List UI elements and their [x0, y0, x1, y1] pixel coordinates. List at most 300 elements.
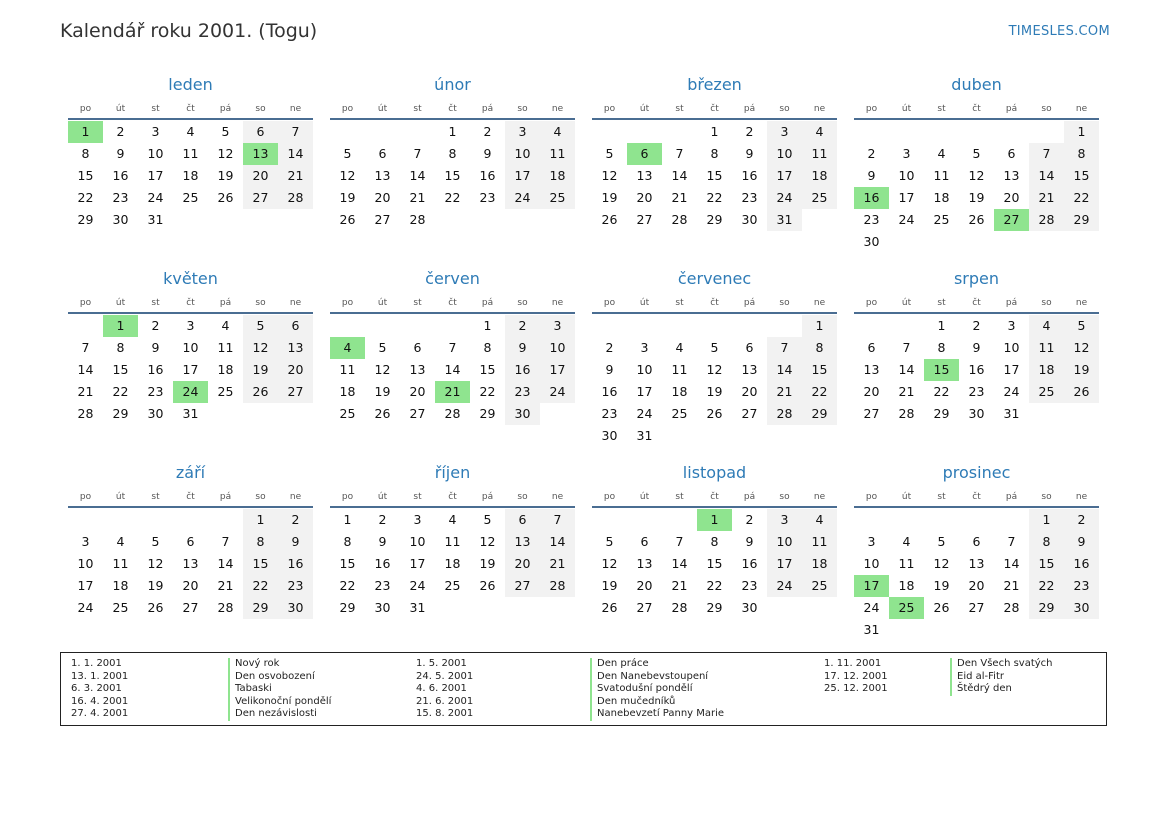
day-cell: 1	[243, 509, 278, 531]
month-calendar	[854, 460, 1099, 654]
day-cell: 23	[863, 212, 880, 227]
month-name: říjen	[434, 463, 471, 482]
legend-date: 21. 6. 2001	[416, 695, 474, 707]
day-cell: 13	[968, 556, 985, 571]
month-calendar	[854, 266, 1099, 460]
weekday-label: po	[341, 104, 354, 114]
day-cell: 2	[378, 512, 387, 527]
day-cell: 21	[1029, 187, 1064, 209]
day-cell: 29	[1064, 209, 1099, 231]
weekday-label: po	[865, 298, 878, 308]
day-cell: 3	[902, 146, 911, 161]
holiday-day-cell: 1	[103, 315, 138, 337]
weekday-label: so	[779, 104, 790, 114]
day-cell: 23	[741, 578, 758, 593]
day-cell: 3	[767, 121, 802, 143]
day-cell: 17	[767, 553, 802, 575]
day-cell: 4	[221, 318, 230, 333]
month-calendar	[330, 72, 575, 266]
day-cell: 8	[116, 340, 125, 355]
days-grid	[592, 315, 837, 447]
day-cell: 30	[278, 597, 313, 619]
day-cell: 12	[479, 534, 496, 549]
day-cell: 27	[278, 381, 313, 403]
weekday-label: čt	[972, 104, 981, 114]
holiday-day-cell: 4	[330, 337, 365, 359]
day-cell: 23	[968, 384, 985, 399]
month-calendar	[854, 72, 1099, 266]
weekday-label: ne	[551, 492, 564, 502]
empty-cell	[365, 121, 400, 143]
day-cell: 15	[1029, 553, 1064, 575]
day-cell: 1	[1064, 121, 1099, 143]
day-cell: 6	[413, 340, 422, 355]
day-cell: 14	[1029, 165, 1064, 187]
day-cell: 3	[1007, 318, 1016, 333]
weekday-label: so	[1041, 298, 1052, 308]
day-cell: 27	[505, 575, 540, 597]
day-cell: 11	[444, 534, 461, 549]
day-cell: 15	[339, 556, 356, 571]
day-cell: 20	[968, 578, 985, 593]
day-cell: 25	[933, 212, 950, 227]
day-cell: 2	[483, 124, 492, 139]
days-grid	[592, 509, 837, 619]
holiday-legend	[60, 652, 1107, 726]
weekday-label: po	[79, 104, 92, 114]
day-cell: 5	[1064, 315, 1099, 337]
day-cell: 5	[972, 146, 981, 161]
day-cell: 14	[278, 143, 313, 165]
day-cell: 22	[933, 384, 950, 399]
day-cell: 12	[217, 146, 234, 161]
legend-holiday-name: Nanebevzetí Panny Marie	[590, 708, 724, 721]
day-cell: 20	[1003, 190, 1020, 205]
day-cell: 28	[278, 187, 313, 209]
weekday-label: po	[79, 298, 92, 308]
day-cell: 27	[636, 212, 653, 227]
empty-cell	[854, 121, 889, 143]
day-cell: 5	[710, 340, 719, 355]
day-cell: 4	[540, 121, 575, 143]
weekday-label: ne	[289, 298, 302, 308]
weekday-label: út	[639, 492, 650, 502]
empty-cell	[697, 315, 732, 337]
day-cell: 23	[374, 578, 391, 593]
day-cell: 28	[217, 600, 234, 615]
day-cell: 8	[1064, 143, 1099, 165]
day-cell: 29	[479, 406, 496, 421]
day-cell: 20	[863, 384, 880, 399]
day-cell: 13	[863, 362, 880, 377]
day-cell: 17	[767, 165, 802, 187]
weekday-header	[68, 486, 313, 508]
legend-names-column	[950, 658, 1053, 696]
day-cell: 8	[710, 146, 719, 161]
day-cell: 11	[671, 362, 688, 377]
day-cell: 21	[1003, 578, 1020, 593]
weekday-label: pá	[743, 492, 756, 502]
day-cell: 12	[601, 168, 618, 183]
day-cell: 29	[243, 597, 278, 619]
day-cell: 31	[409, 600, 426, 615]
day-cell: 6	[243, 121, 278, 143]
day-cell: 30	[968, 406, 985, 421]
empty-cell	[400, 121, 435, 143]
weekday-label: čt	[448, 298, 457, 308]
holiday-day-cell: 13	[243, 143, 278, 165]
weekday-label: ne	[1075, 104, 1088, 114]
day-cell: 17	[1003, 362, 1020, 377]
day-cell: 16	[741, 556, 758, 571]
weekday-header	[854, 292, 1099, 314]
day-cell: 10	[898, 168, 915, 183]
weekday-label: ne	[813, 298, 826, 308]
day-cell: 25	[802, 187, 837, 209]
day-cell: 9	[483, 146, 492, 161]
weekday-label: st	[151, 298, 160, 308]
day-cell: 6	[972, 534, 981, 549]
day-cell: 8	[243, 531, 278, 553]
day-cell: 19	[1064, 359, 1099, 381]
day-cell: 5	[343, 146, 352, 161]
day-cell: 26	[601, 600, 618, 615]
day-cell: 10	[409, 534, 426, 549]
empty-cell	[662, 121, 697, 143]
day-cell: 29	[1029, 597, 1064, 619]
day-cell: 30	[601, 428, 618, 443]
empty-cell	[365, 315, 400, 337]
day-cell: 12	[243, 337, 278, 359]
day-cell: 6	[640, 534, 649, 549]
day-cell: 17	[505, 165, 540, 187]
day-cell: 11	[339, 362, 356, 377]
month-name: červen	[425, 269, 480, 288]
day-cell: 22	[706, 578, 723, 593]
day-cell: 18	[802, 553, 837, 575]
day-cell: 31	[182, 406, 199, 421]
day-cell: 14	[409, 168, 426, 183]
month-name: březen	[687, 75, 742, 94]
day-cell: 25	[444, 578, 461, 593]
day-cell: 12	[933, 556, 950, 571]
day-cell: 27	[968, 600, 985, 615]
day-cell: 2	[278, 509, 313, 531]
weekday-label: so	[255, 492, 266, 502]
days-grid	[854, 121, 1099, 253]
day-cell: 9	[151, 340, 160, 355]
month-name: duben	[951, 75, 1002, 94]
day-cell: 24	[636, 406, 653, 421]
weekday-header	[68, 292, 313, 314]
holiday-day-cell: 25	[889, 597, 924, 619]
weekday-label: út	[639, 104, 650, 114]
days-grid	[330, 509, 575, 619]
holiday-day-cell: 1	[68, 121, 103, 143]
page-title: Kalendář roku 2001. (Togu)	[60, 20, 318, 42]
weekday-label: st	[937, 298, 946, 308]
weekday-label: st	[413, 104, 422, 114]
day-cell: 22	[444, 190, 461, 205]
empty-cell	[662, 315, 697, 337]
day-cell: 6	[505, 509, 540, 531]
weekday-label: st	[151, 492, 160, 502]
weekday-header	[330, 292, 575, 314]
weekday-label: st	[675, 492, 684, 502]
day-cell: 14	[671, 556, 688, 571]
legend-date: 17. 12. 2001	[824, 670, 888, 682]
weekday-label: so	[1041, 492, 1052, 502]
empty-cell	[103, 509, 138, 531]
weekday-header	[854, 98, 1099, 120]
weekday-label: čt	[448, 104, 457, 114]
weekday-label: po	[603, 492, 616, 502]
day-cell: 18	[182, 168, 199, 183]
day-cell: 28	[898, 406, 915, 421]
day-cell: 25	[339, 406, 356, 421]
calendar-grid	[68, 72, 1099, 654]
day-cell: 15	[77, 168, 94, 183]
day-cell: 5	[937, 534, 946, 549]
legend-date: 15. 8. 2001	[416, 708, 474, 720]
day-cell: 23	[112, 190, 129, 205]
month-calendar	[68, 72, 313, 266]
day-cell: 28	[1029, 209, 1064, 231]
month-name: leden	[168, 75, 213, 94]
day-cell: 30	[863, 234, 880, 249]
holiday-day-cell: 21	[435, 381, 470, 403]
day-cell: 21	[409, 190, 426, 205]
day-cell: 28	[444, 406, 461, 421]
day-cell: 21	[278, 165, 313, 187]
day-cell: 15	[479, 362, 496, 377]
day-cell: 20	[182, 578, 199, 593]
empty-cell	[435, 315, 470, 337]
weekday-label: ne	[813, 492, 826, 502]
day-cell: 29	[112, 406, 129, 421]
empty-cell	[959, 509, 994, 531]
weekday-label: ne	[1075, 492, 1088, 502]
empty-cell	[68, 509, 103, 531]
day-cell: 21	[217, 578, 234, 593]
legend-holiday-name: Den Všech svatých	[950, 658, 1053, 671]
day-cell: 6	[378, 146, 387, 161]
weekday-label: čt	[972, 492, 981, 502]
day-cell: 11	[182, 146, 199, 161]
day-cell: 22	[1064, 187, 1099, 209]
empty-cell	[208, 509, 243, 531]
day-cell: 30	[505, 403, 540, 425]
day-cell: 6	[745, 340, 754, 355]
day-cell: 5	[605, 534, 614, 549]
empty-cell	[889, 121, 924, 143]
day-cell: 7	[413, 146, 422, 161]
day-cell: 9	[867, 168, 876, 183]
day-cell: 19	[339, 190, 356, 205]
legend-holiday-name: Štědrý den	[950, 683, 1053, 696]
month-calendar	[68, 460, 313, 654]
day-cell: 13	[505, 531, 540, 553]
weekday-label: út	[901, 298, 912, 308]
day-cell: 16	[601, 384, 618, 399]
day-cell: 6	[1007, 146, 1016, 161]
day-cell: 15	[243, 553, 278, 575]
brand-link[interactable]: TIMESLES.COM	[1008, 24, 1110, 39]
weekday-label: ne	[551, 104, 564, 114]
legend-date: 1. 1. 2001	[71, 658, 122, 669]
day-cell: 24	[863, 600, 880, 615]
weekday-label: pá	[743, 104, 756, 114]
weekday-label: pá	[219, 298, 232, 308]
day-cell: 21	[767, 381, 802, 403]
empty-cell	[173, 509, 208, 531]
legend-date: 6. 3. 2001	[71, 683, 122, 695]
day-cell: 9	[1064, 531, 1099, 553]
day-cell: 23	[741, 190, 758, 205]
day-cell: 8	[343, 534, 352, 549]
empty-cell	[889, 509, 924, 531]
weekday-label: st	[413, 492, 422, 502]
empty-cell	[662, 509, 697, 531]
day-cell: 2	[151, 318, 160, 333]
day-cell: 8	[802, 337, 837, 359]
day-cell: 18	[540, 165, 575, 187]
day-cell: 17	[409, 556, 426, 571]
day-cell: 19	[147, 578, 164, 593]
day-cell: 20	[636, 190, 653, 205]
day-cell: 14	[898, 362, 915, 377]
empty-cell	[592, 121, 627, 143]
day-cell: 24	[540, 381, 575, 403]
day-cell: 17	[147, 168, 164, 183]
day-cell: 18	[1029, 359, 1064, 381]
legend-holiday-name: Svatodušní pondělí	[590, 683, 724, 696]
day-cell: 11	[802, 143, 837, 165]
weekday-label: pá	[481, 298, 494, 308]
day-cell: 7	[1029, 143, 1064, 165]
weekday-label: po	[79, 492, 92, 502]
weekday-label: po	[865, 104, 878, 114]
days-grid	[592, 121, 837, 231]
day-cell: 27	[741, 406, 758, 421]
day-cell: 2	[972, 318, 981, 333]
day-cell: 5	[605, 146, 614, 161]
day-cell: 7	[1007, 534, 1016, 549]
legend-date: 1. 11. 2001	[824, 658, 882, 669]
day-cell: 21	[671, 190, 688, 205]
empty-cell	[959, 121, 994, 143]
day-cell: 1	[448, 124, 457, 139]
day-cell: 31	[863, 622, 880, 637]
day-cell: 26	[374, 406, 391, 421]
day-cell: 9	[378, 534, 387, 549]
legend-holiday-name: Den osvobození	[228, 671, 331, 684]
day-cell: 23	[601, 406, 618, 421]
day-cell: 15	[706, 556, 723, 571]
day-cell: 1	[343, 512, 352, 527]
day-cell: 8	[710, 534, 719, 549]
day-cell: 20	[636, 578, 653, 593]
weekday-label: so	[255, 298, 266, 308]
month-calendar	[330, 460, 575, 654]
day-cell: 11	[802, 531, 837, 553]
day-cell: 14	[767, 359, 802, 381]
weekday-label: ne	[551, 298, 564, 308]
day-cell: 19	[374, 384, 391, 399]
day-cell: 16	[147, 362, 164, 377]
empty-cell	[138, 509, 173, 531]
day-cell: 17	[77, 578, 94, 593]
day-cell: 15	[706, 168, 723, 183]
day-cell: 24	[147, 190, 164, 205]
day-cell: 4	[675, 340, 684, 355]
day-cell: 2	[116, 124, 125, 139]
day-cell: 28	[671, 600, 688, 615]
weekday-label: so	[779, 298, 790, 308]
empty-cell	[330, 121, 365, 143]
day-cell: 31	[147, 212, 164, 227]
day-cell: 13	[409, 362, 426, 377]
empty-cell	[854, 315, 889, 337]
day-cell: 15	[802, 359, 837, 381]
weekday-label: so	[779, 492, 790, 502]
legend-date: 27. 4. 2001	[71, 708, 129, 720]
legend-dates-column	[71, 658, 128, 721]
weekday-label: út	[377, 104, 388, 114]
weekday-label: pá	[481, 104, 494, 114]
day-cell: 26	[339, 212, 356, 227]
day-cell: 10	[1003, 340, 1020, 355]
legend-holiday-name: Den nezávislosti	[228, 708, 331, 721]
day-cell: 7	[675, 146, 684, 161]
day-cell: 20	[409, 384, 426, 399]
day-cell: 28	[1003, 600, 1020, 615]
day-cell: 21	[540, 553, 575, 575]
weekday-label: ne	[813, 104, 826, 114]
day-cell: 7	[902, 340, 911, 355]
empty-cell	[994, 509, 1029, 531]
day-cell: 20	[505, 553, 540, 575]
day-cell: 23	[147, 384, 164, 399]
day-cell: 27	[243, 187, 278, 209]
day-cell: 20	[278, 359, 313, 381]
day-cell: 1	[937, 318, 946, 333]
weekday-header	[854, 486, 1099, 508]
day-cell: 18	[339, 384, 356, 399]
day-cell: 3	[640, 340, 649, 355]
weekday-label: st	[675, 298, 684, 308]
weekday-label: po	[603, 104, 616, 114]
day-cell: 10	[540, 337, 575, 359]
legend-date: 4. 6. 2001	[416, 683, 467, 695]
weekday-label: pá	[743, 298, 756, 308]
day-cell: 18	[671, 384, 688, 399]
day-cell: 5	[221, 124, 230, 139]
day-cell: 17	[636, 384, 653, 399]
day-cell: 18	[112, 578, 129, 593]
day-cell: 23	[278, 575, 313, 597]
day-cell: 28	[409, 212, 426, 227]
day-cell: 10	[77, 556, 94, 571]
holiday-day-cell: 6	[627, 143, 662, 165]
weekday-label: st	[675, 104, 684, 114]
day-cell: 14	[1003, 556, 1020, 571]
day-cell: 11	[933, 168, 950, 183]
day-cell: 17	[540, 359, 575, 381]
weekday-label: ne	[289, 104, 302, 114]
legend-date: 25. 12. 2001	[824, 683, 888, 695]
day-cell: 17	[898, 190, 915, 205]
